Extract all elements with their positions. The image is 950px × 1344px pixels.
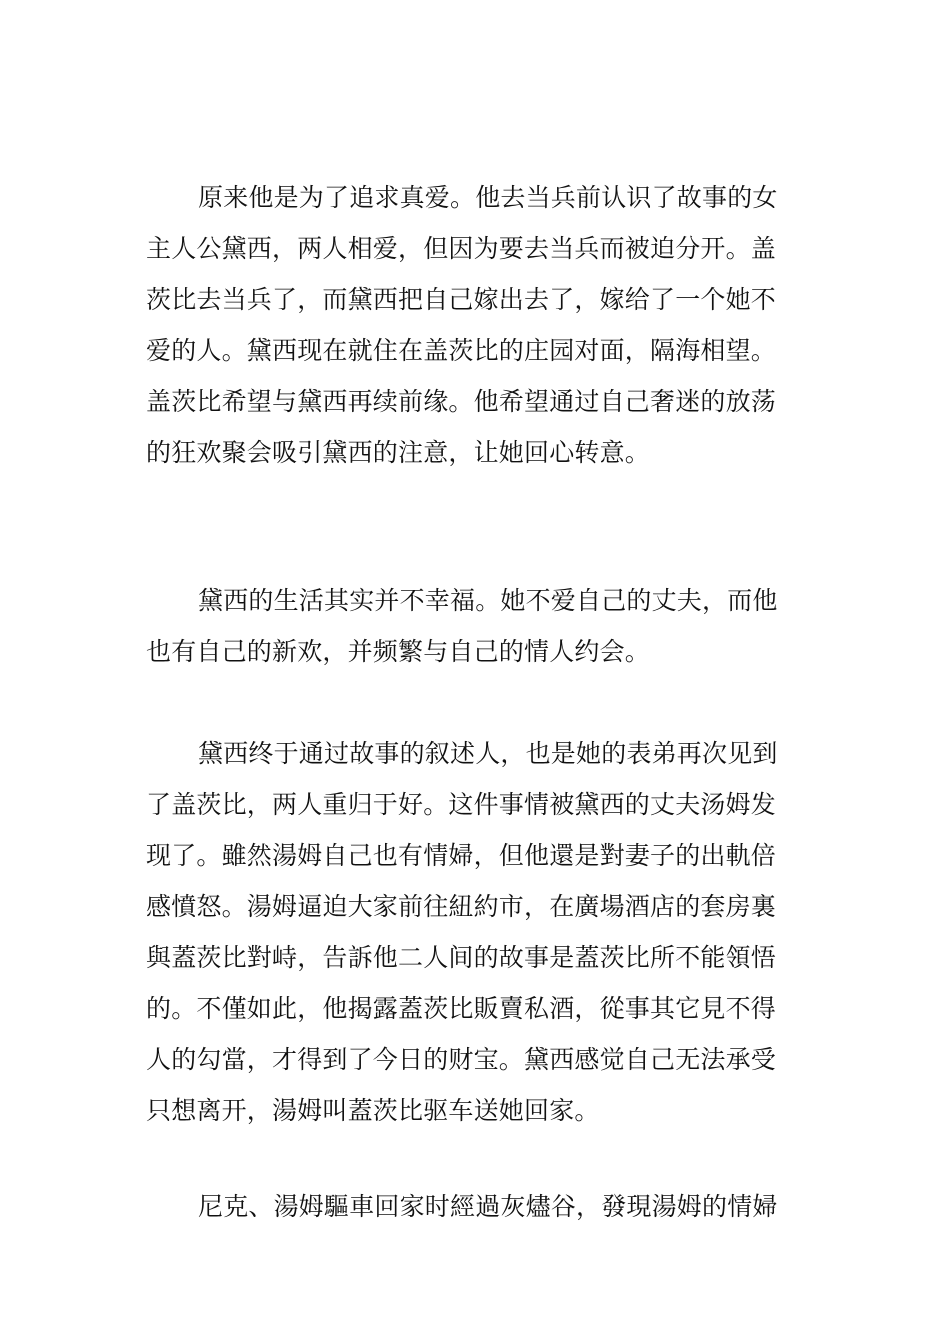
text-line: 现了。雖然湯姆自己也有情婦，但他還是對妻子的出軌倍 (146, 841, 777, 870)
paragraph-3 (146, 728, 810, 1136)
text-line: 的狂欢聚会吸引黛西的注意，让她回心转意。 (146, 438, 651, 467)
text-line: 原来他是为了追求真爱。他去当兵前认识了故事的女 (198, 183, 778, 212)
text-line: 也有自己的新欢，并频繁与自己的情人约会。 (146, 637, 651, 666)
text-line: 的。不僅如此，他揭露蓋茨比販賣私酒，從事其它見不得 (146, 994, 777, 1023)
text-line: 與蓋茨比對峙，告訴他二人间的故事是蓋茨比所不能領悟 (146, 943, 777, 972)
text-line: 了盖茨比，两人重归于好。这件事情被黛西的丈夫汤姆发 (146, 790, 777, 819)
text-line: 只想离开，湯姆叫蓋茨比驱车送她回家。 (146, 1096, 600, 1125)
text-line: 黛西的生活其实并不幸福。她不爱自己的丈夫，而他 (198, 586, 778, 615)
text-line: 茨比去当兵了，而黛西把自己嫁出去了，嫁给了一个她不 (146, 285, 777, 314)
text-line: 人的勾當，才得到了今日的财宝。黛西感觉自己无法承受 (146, 1045, 777, 1074)
paragraph-4 (146, 1181, 810, 1232)
text-line: 主人公黛西，两人相爱，但因为要去当兵而被迫分开。盖 (146, 234, 777, 263)
text-line: 尼克、湯姆驅車回家时經過灰燼谷，發現湯姆的情婦 (198, 1192, 778, 1221)
text-line: 盖茨比希望与黛西再续前缘。他希望通过自己奢迷的放荡 (146, 387, 777, 416)
paragraph-1 (146, 172, 810, 478)
text-line: 感憤怒。湯姆逼迫大家前往紐約市，在廣場酒店的套房裏 (146, 892, 777, 921)
paragraph-2 (146, 575, 810, 677)
text-line: 爱的人。黛西现在就住在盖茨比的庄园对面，隔海相望。 (146, 336, 777, 365)
text-line: 黛西终于通过故事的叙述人，也是她的表弟再次见到 (198, 739, 778, 768)
